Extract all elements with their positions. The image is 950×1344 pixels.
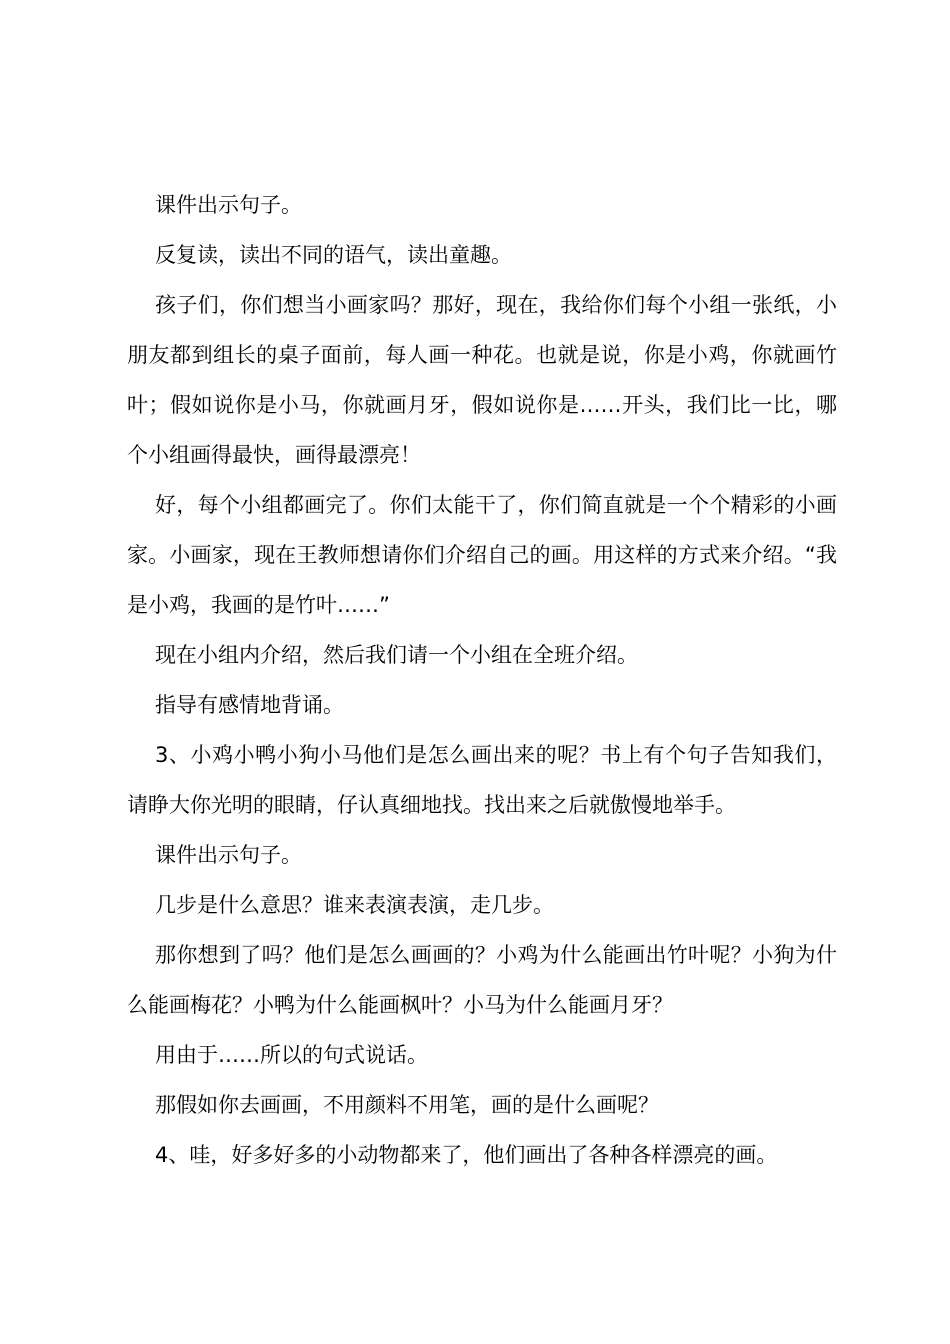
paragraph-1: 课件出示句子。: [155, 193, 302, 217]
paragraph-12: 那假如你去画画，不用颜料不用笔，画的是什么画呢？: [155, 1093, 659, 1117]
paragraph-11: 用由于……所以的句式说话。: [155, 1043, 428, 1067]
paragraph-5: 现在小组内介绍，然后我们请一个小组在全班介绍。: [155, 643, 638, 667]
paragraph-10: 那你想到了吗？他们是怎么画画的？小鸡为什么能画出竹叶呢？小狗为什么能画梅花？小鸭为什么能画枫叶？小马为什么能画月牙？: [127, 943, 837, 1017]
paragraph-13: 4、哇，好多好多的小动物都来了，他们画出了各种各样漂亮的画。: [155, 1143, 778, 1167]
paragraph-9: 几步是什么意思？谁来表演表演，走几步。: [155, 893, 554, 917]
paragraph-8: 课件出示句子。: [155, 843, 302, 867]
paragraph-3: 孩子们，你们想当小画家吗？那好，现在，我给你们每个小组一张纸，小朋友都到组长的桌子面前，每人画一种花。也就是说，你是小鸡，你就画竹叶；假如说你是小马，你就画月牙，假如说你是……开头，我们比一比，哪个小组画得最快，画得最漂亮！: [127, 293, 837, 467]
paragraph-4: 好，每个小组都画完了。你们太能干了，你们简直就是一个个精彩的小画家。小画家，现在王教师想请你们介绍自己的画。用这样的方式来介绍。“我是小鸡，我画的是竹叶……”: [127, 493, 837, 617]
document-body: [127, 180, 837, 1180]
paragraph-7: 3、小鸡小鸭小狗小马他们是怎么画出来的呢？书上有个句子告知我们，请睁大你光明的眼睛，仔认真细地找。找出来之后就傲慢地举手。: [127, 743, 837, 817]
paragraph-2: 反复读，读出不同的语气，读出童趣。: [155, 243, 512, 267]
paragraph-6: 指导有感情地背诵。: [155, 693, 344, 717]
